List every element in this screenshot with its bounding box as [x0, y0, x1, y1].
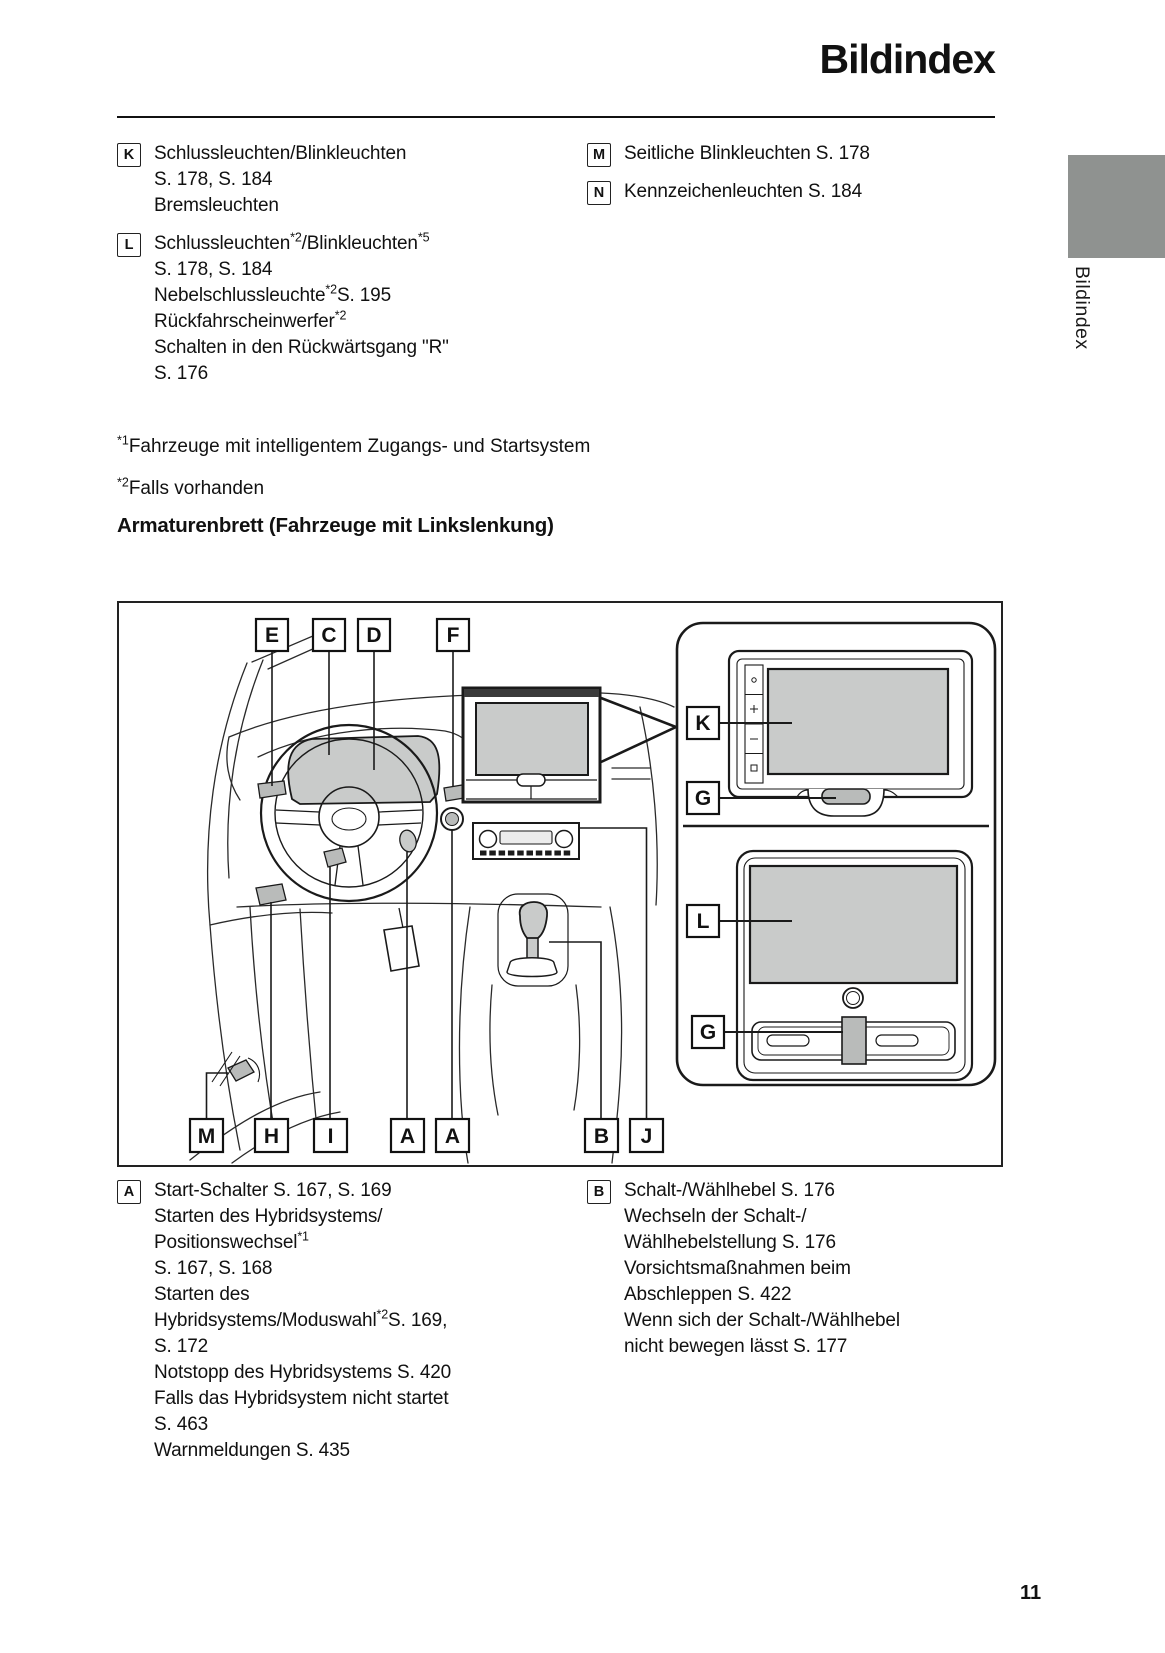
- index-text: S. 172: [154, 1336, 209, 1357]
- index-key-box: M: [587, 143, 611, 167]
- index-line: [154, 1204, 451, 1230]
- page-title: Bildindex: [819, 36, 995, 82]
- label-A2: A: [444, 1125, 461, 1148]
- index-text: Warnmeldungen S. 435: [154, 1440, 350, 1461]
- footnotes: [117, 434, 590, 518]
- index-text: Bremsleuchten: [154, 195, 279, 216]
- index-text: S. 178, S. 184: [154, 259, 273, 280]
- multimedia-unit-top: [729, 651, 972, 816]
- index-text: Abschleppen S. 422: [624, 1284, 792, 1305]
- index-text: Seitliche Blinkleuchten S. 178: [624, 143, 870, 164]
- shift-knob: [520, 902, 547, 938]
- label-D: D: [366, 624, 382, 647]
- index-text: Kennzeichenleuchten S. 184: [624, 181, 863, 202]
- index-text: S. 178, S. 184: [154, 169, 273, 190]
- index-key-box: K: [117, 143, 141, 167]
- index-line: [154, 231, 449, 257]
- index-text: Schalt-/Wählhebel S. 176: [624, 1180, 835, 1201]
- index-entry-lines: [154, 231, 449, 387]
- index-key-box: L: [117, 233, 141, 257]
- index-line: [154, 257, 449, 283]
- title-rule: [117, 116, 995, 118]
- index-text: Starten des: [154, 1284, 250, 1305]
- footnote-1-text: Fahrzeuge mit intelligentem Zugangs- und Startsystem: [128, 436, 591, 457]
- index-text: S. 176: [154, 363, 209, 384]
- index-key-box: A: [117, 1180, 141, 1204]
- superscript: *2: [290, 230, 302, 245]
- index-line: [624, 1178, 900, 1204]
- vent-divider-button: [842, 1017, 866, 1064]
- label-M: M: [197, 1125, 216, 1148]
- index-text: Vorsichtsmaßnahmen beim: [624, 1258, 851, 1279]
- footnote-2-text: Falls vorhanden: [128, 478, 265, 499]
- index-column-top-right: [587, 141, 1007, 217]
- index-entry-lines: [154, 141, 406, 219]
- index-entry-M: [587, 141, 1007, 167]
- index-entry-K: [117, 141, 567, 219]
- chapter-tab-marker: [1068, 155, 1165, 258]
- index-text: S. 169,: [388, 1310, 448, 1331]
- index-line: [624, 1256, 900, 1282]
- center-display-unit: [463, 688, 600, 802]
- index-entry-lines: [154, 1178, 451, 1464]
- index-line: [624, 1308, 900, 1334]
- index-line: [154, 1386, 451, 1412]
- index-text: Hybridsystems/Moduswahl: [154, 1310, 377, 1331]
- superscript: *2: [325, 282, 337, 297]
- index-line: [154, 1178, 451, 1204]
- label-C: C: [321, 624, 337, 647]
- index-line: [154, 283, 449, 309]
- index-text: nicht bewegen lässt S. 177: [624, 1336, 848, 1357]
- label-J: J: [640, 1125, 653, 1148]
- index-line: [154, 361, 449, 387]
- index-column-bottom-left: [117, 1178, 577, 1476]
- index-text: S. 167, S. 168: [154, 1258, 273, 1279]
- index-column-top-left: [117, 141, 567, 399]
- footnote-2-marker: *2: [117, 475, 129, 490]
- index-text: Notstopp des Hybridsystems S. 420: [154, 1362, 452, 1383]
- index-text: Schlussleuchten: [154, 233, 291, 254]
- label-A1: A: [399, 1125, 416, 1148]
- index-text: S. 463: [154, 1414, 209, 1435]
- label-B: B: [593, 1125, 610, 1148]
- index-text: /Blinkleuchten: [301, 233, 418, 254]
- superscript: *5: [417, 230, 430, 245]
- index-line: [154, 1412, 451, 1438]
- footnote-1: [117, 434, 590, 460]
- index-line: [624, 179, 862, 205]
- index-column-bottom-right: [587, 1178, 1007, 1372]
- index-line: [154, 1360, 451, 1386]
- index-text: Wenn sich der Schalt-/Wählhebel: [624, 1310, 900, 1331]
- index-key-box: B: [587, 1180, 611, 1204]
- section-heading: Armaturenbrett (Fahrzeuge mit Linkslenkung): [117, 514, 554, 537]
- label-I: I: [327, 1125, 334, 1148]
- index-line: [154, 141, 406, 167]
- label-F: F: [446, 624, 460, 647]
- index-text: Positionswechsel: [154, 1232, 298, 1253]
- index-key-box: N: [587, 181, 611, 205]
- diagram-labels-top: [256, 619, 469, 651]
- label-G-bottom: G: [699, 1021, 717, 1044]
- index-entry-A: [117, 1178, 577, 1464]
- label-E: E: [264, 624, 280, 647]
- index-line: [624, 1204, 900, 1230]
- index-text: Schalten in den Rückwärtsgang "R": [154, 337, 449, 358]
- index-line: [154, 167, 406, 193]
- index-line: [154, 309, 449, 335]
- multimedia-screen-top: [768, 669, 948, 774]
- label-H: H: [263, 1125, 280, 1148]
- superscript: *2: [334, 308, 347, 323]
- index-entry-lines: [624, 1178, 900, 1360]
- index-line: [624, 141, 870, 167]
- climate-panel: [473, 823, 579, 859]
- dashboard-diagram: [117, 601, 1003, 1167]
- label-L: L: [696, 910, 710, 933]
- index-entry-N: [587, 179, 1007, 205]
- index-line: [154, 1256, 451, 1282]
- index-line: [624, 1334, 900, 1360]
- index-text: Falls das Hybridsystem nicht startet: [154, 1388, 449, 1409]
- index-text: Start-Schalter S. 167, S. 169: [154, 1180, 392, 1201]
- page-number: 11: [1020, 1582, 1042, 1604]
- index-line: [154, 1308, 451, 1334]
- chapter-tab-label: Bildindex: [1071, 266, 1093, 350]
- index-line: [624, 1282, 900, 1308]
- index-text: S. 195: [336, 285, 391, 306]
- index-text: Wählhebelstellung S. 176: [624, 1232, 836, 1253]
- footnote-2: [117, 476, 590, 502]
- index-line: [154, 1230, 451, 1256]
- index-entry-B: [587, 1178, 1007, 1360]
- label-K: K: [695, 712, 711, 735]
- index-line: [624, 1230, 900, 1256]
- index-text: Nebelschlussleuchte: [154, 285, 326, 306]
- instrument-cluster: [288, 736, 439, 804]
- superscript: *2: [376, 1307, 389, 1322]
- index-line: [154, 193, 406, 219]
- footnote-1-marker: *1: [117, 433, 129, 448]
- center-display-screen: [476, 703, 588, 775]
- index-text: Starten des Hybridsystems/: [154, 1206, 383, 1227]
- index-text: Schlussleuchten/Blinkleuchten: [154, 143, 407, 164]
- index-entry-L: [117, 231, 567, 387]
- index-text: Rückfahrscheinwerfer: [154, 311, 335, 332]
- label-G-top: G: [694, 787, 712, 810]
- index-line: [154, 1334, 451, 1360]
- index-line: [154, 335, 449, 361]
- index-entry-lines: [624, 179, 862, 205]
- index-entry-lines: [624, 141, 870, 167]
- index-line: [154, 1282, 451, 1308]
- multimedia-screen-bottom: [750, 866, 957, 983]
- mic-button: [822, 789, 870, 804]
- index-line: [154, 1438, 451, 1464]
- superscript: *1: [297, 1229, 309, 1244]
- multimedia-unit-bottom: [737, 851, 972, 1080]
- index-text: Wechseln der Schalt-/: [624, 1206, 807, 1227]
